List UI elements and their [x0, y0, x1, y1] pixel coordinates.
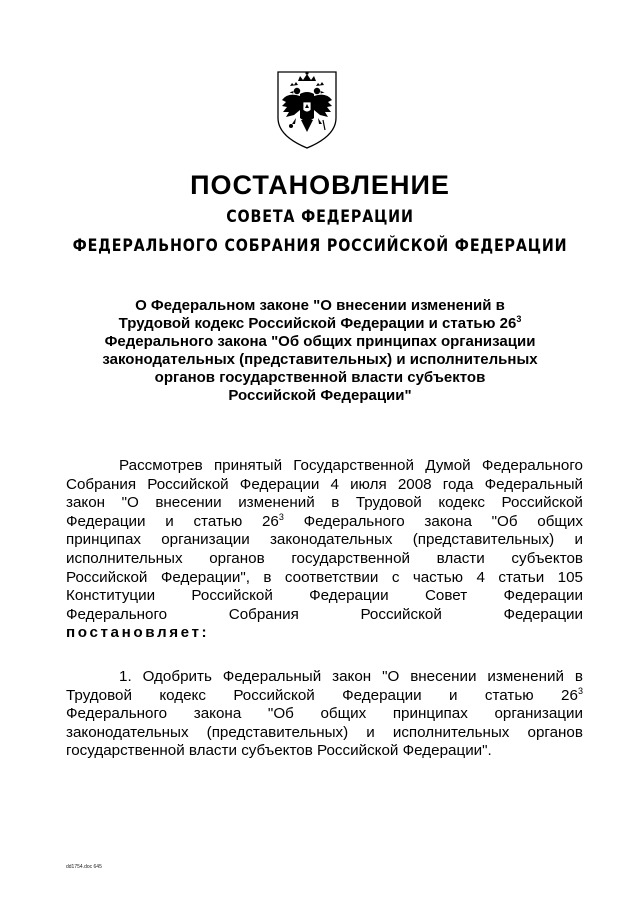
paragraph-line: 1. Одобрить Федеральный закон "О внесении изменений в	[119, 668, 583, 685]
document-heading	[40, 297, 600, 405]
clause-1-paragraph	[66, 668, 583, 761]
superscript: 3	[516, 314, 522, 324]
paragraph-line: закон "О внесении изменений в Трудовой кодекс Российской	[66, 494, 583, 512]
preamble-paragraph	[66, 457, 583, 643]
paragraph-line: государственной власти субъектов Российской Федерации".	[66, 742, 492, 760]
superscript: 3	[577, 685, 583, 696]
paragraph-line: законодательных (представительных) и исполнительных органов	[66, 723, 583, 741]
document-subtitle-line2: ФЕДЕРАЛЬНОГО СОБРАНИЯ РОССИЙСКОЙ ФЕДЕРАЦИИ	[72, 236, 568, 256]
paragraph-line: Собрания Российской Федерации 4 июля 2008 года Федеральный	[66, 475, 583, 493]
document-subtitle-line1: СОВЕТА ФЕДЕРАЦИИ	[226, 207, 414, 227]
coat-of-arms-icon	[274, 66, 340, 152]
heading-line: О Федеральном законе "О внесении изменений в	[135, 297, 505, 314]
paragraph-line: Конституции Российской Федерации Совет Федерации	[66, 587, 583, 605]
resolves-word: постановляет:	[66, 624, 210, 642]
heading-line: законодательных (представительных) и исполнительных	[102, 351, 538, 368]
paragraph-line: исполнительных органов государственной власти субъектов	[66, 549, 583, 567]
paragraph-line: Федерального закона "Об общих принципах организации	[66, 705, 583, 723]
paragraph-line	[66, 624, 583, 643]
paragraph-line: Федерации и статью $26^3$ Федерального закона "Об общих	[66, 511, 583, 530]
document-title: ПОСТАНОВЛЕНИЕ	[190, 170, 450, 200]
heading-line: Федерального закона "Об общих принципах организации	[104, 333, 536, 350]
paragraph-line: Российской Федерации", в соответствии с частью 4 статьи 105	[66, 568, 583, 586]
paragraph-line: Федерального Собрания Российской Федерации	[66, 605, 583, 623]
heading-line: Трудовой кодекс Российской Федерации и статью $26^3$	[118, 314, 522, 332]
heading-line: Российской Федерации"	[228, 387, 412, 404]
superscript: 3	[278, 511, 284, 522]
heading-line: органов государственной власти субъектов	[154, 369, 486, 386]
paragraph-line: Рассмотрев принятый Государственной Думой Федерального	[119, 457, 583, 474]
paragraph-line: Трудовой кодекс Российской Федерации и статью $26^3$	[66, 685, 583, 704]
paragraph-line: принципах организации законодательных (представительных) и	[66, 531, 583, 549]
document-code: dd1754.doc 645	[66, 864, 102, 870]
